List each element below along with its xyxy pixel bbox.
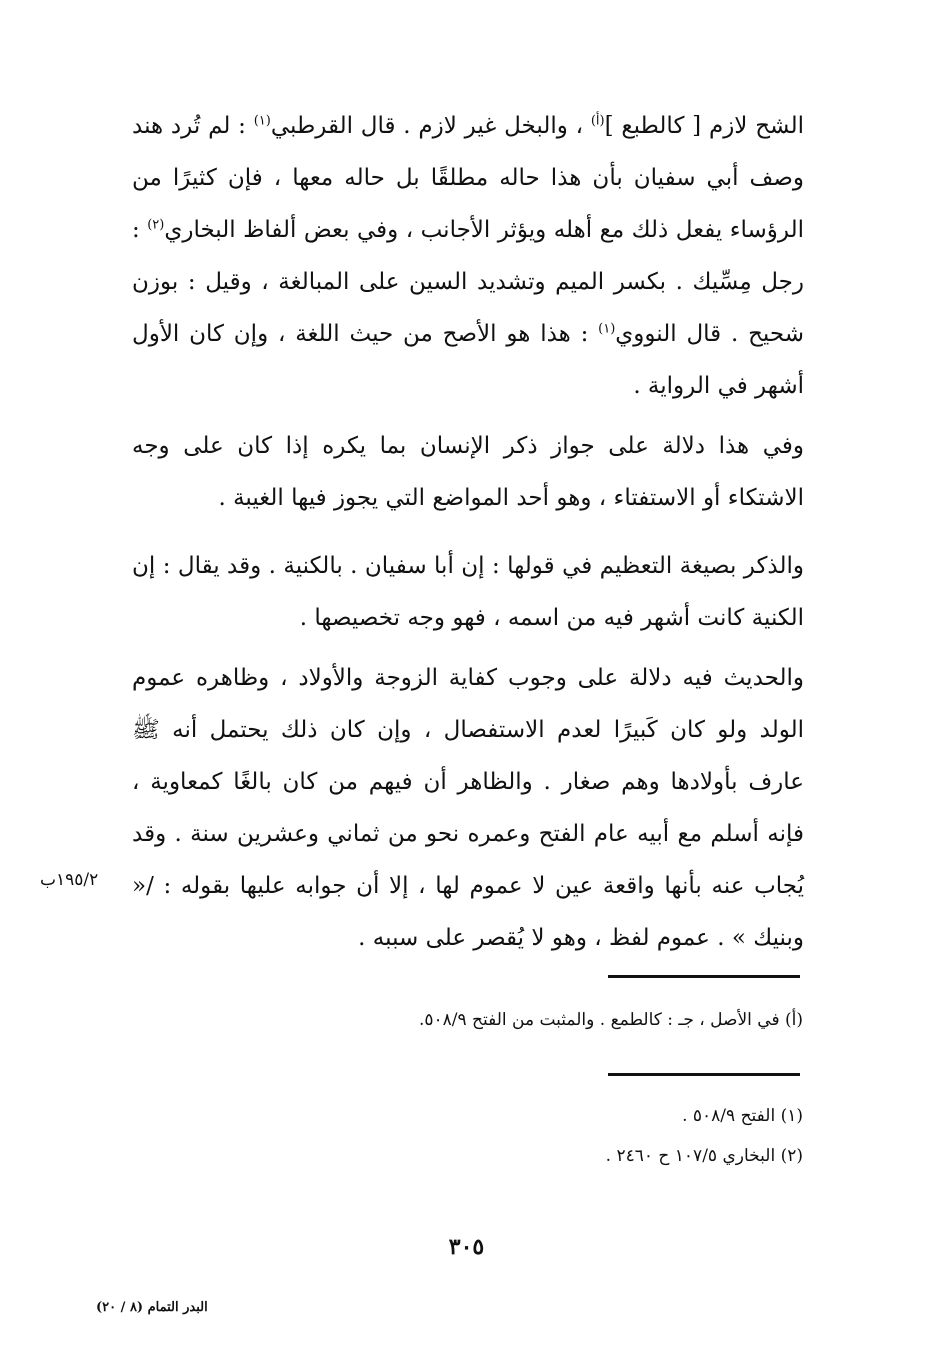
paragraph-4 — [132, 652, 804, 964]
paragraph-1-text: : لم تُرد هند وصف أبي سفيان بأن هذا حاله مطلقًا بل حاله معها ، فإن كثيرًا من الرؤساء يفعل ذلك مع أهله ويؤثر الأجانب ، وفي بعض ألفاظ البخاري — [132, 113, 804, 243]
running-footer: البدر التمام (٨ / ٢٠) — [96, 1300, 208, 1315]
page-number: ٣٠٥ — [448, 1234, 485, 1260]
paragraph-2 — [132, 420, 804, 524]
footnote-ref-1[interactable]: (١) — [253, 113, 271, 129]
paragraph-4-text: والحديث فيه دلالة على وجوب كفاية الزوجة والأولاد ، وظاهره عموم الولد ولو كان كَبيرًا لعدم الاستفصال ، وإن كان ذلك يحتمل أنه ﷺ عارف بأولادها وهم صغار . والظاهر أن فيهم من كان بالغًا كمعاوية ، فإنه أسلم مع أبيه عام الفتح وعمره نحو من ثماني وعشرين سنة . وقد يُجاب عنه بأنها واقعة عين لا عموم لها ، إلا أن جوابه عليها بقوله : /« وبنيك » . عموم لفظ ، وهو لا يُقصر على سببه . — [132, 665, 804, 951]
footnote-ref-a[interactable]: (أ) — [590, 113, 605, 129]
paragraph-1-text: الشح لازم [ كالطبع ] — [604, 113, 804, 139]
paragraph-1-text: ، والبخل غير لازم . قال القرطبي — [270, 113, 591, 139]
paragraph-3-text: والذكر بصيغة التعظيم في قولها : إن أبا سفيان . بالكنية . وقد يقال : إن الكنية كانت أشهر فيه من اسمه ، فهو وجه تخصيصها . — [132, 553, 804, 631]
paragraph-1-text: : رجل مِسِّيك . بكسر الميم وتشديد السين على المبالغة ، وقيل : بوزن شحيح . قال النووي — [132, 217, 804, 347]
footnote-divider — [608, 975, 800, 978]
paragraph-2-text: وفي هذا دلالة على جواز ذكر الإنسان بما يكره إذا كان على وجه الاشتكاء أو الاستفتاء ، وهو أحد المواضع التي يجوز فيها الغيبة . — [132, 433, 804, 511]
footnote-ref-1[interactable]: (١) — [598, 321, 616, 337]
footnote-1: (١) الفتح ٥٠٨/٩ . — [682, 1106, 803, 1126]
footnote-variant: (أ) في الأصل ، جـ : كالطمع . والمثبت من الفتح ٥٠٨/٩. — [418, 1010, 803, 1030]
footnote-2: (٢) البخاري ١٠٧/٥ ح ٢٤٦٠ . — [605, 1146, 803, 1166]
footnote-divider — [608, 1073, 800, 1076]
footnote-ref-2[interactable]: (٢) — [147, 217, 165, 233]
paragraph-1 — [132, 100, 804, 412]
paragraph-1-text: : هذا هو الأصح من حيث اللغة ، وإن كان الأول أشهر في الرواية . — [132, 321, 804, 399]
manuscript-folio-note: ١٩٥/٢ب — [40, 870, 99, 890]
paragraph-3 — [132, 540, 804, 644]
